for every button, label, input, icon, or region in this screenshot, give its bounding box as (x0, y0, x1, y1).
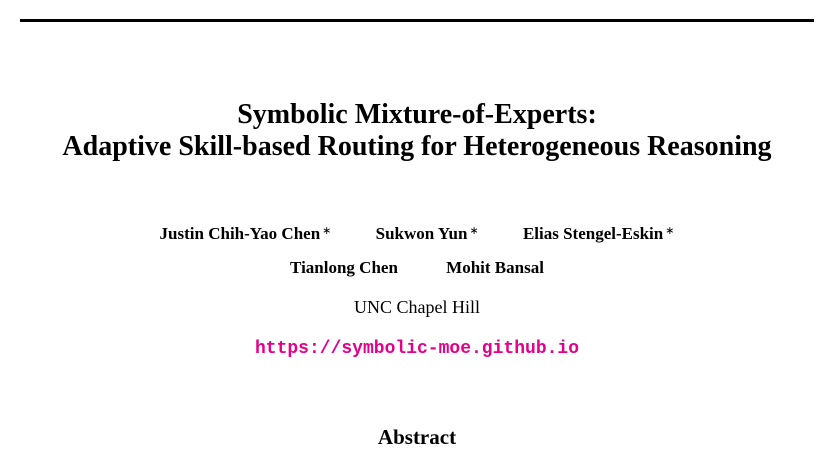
top-rule (20, 19, 814, 22)
paper-title (0, 99, 834, 163)
affiliation: UNC Chapel Hill (354, 297, 480, 317)
author-name: Sukwon Yun (375, 224, 468, 243)
authors-row-2 (0, 258, 834, 278)
title-line-2: Adaptive Skill-based Routing for Heterogeneous Reasoning (62, 131, 772, 162)
author-mohit-bansal: Mohit Bansal (446, 258, 544, 277)
author-name: Elias Stengel-Eskin (522, 224, 664, 243)
abstract-heading: Abstract (377, 425, 457, 449)
author-justin-chen (160, 221, 332, 244)
equal-contribution-mark: ∗ (469, 224, 479, 237)
project-url-link[interactable]: https://symbolic-moe.github.io (254, 339, 580, 359)
equal-contribution-mark: ∗ (322, 224, 332, 237)
author-name: Justin Chih-Yao Chen (159, 224, 321, 243)
author-sukwon-yun (376, 221, 479, 244)
author-tianlong-chen: Tianlong Chen (290, 258, 398, 277)
equal-contribution-mark: ∗ (665, 224, 675, 237)
title-line-1: Symbolic Mixture-of-Experts: (237, 99, 597, 130)
author-elias-stengel-eskin (523, 221, 675, 244)
authors-row-1 (0, 221, 834, 244)
